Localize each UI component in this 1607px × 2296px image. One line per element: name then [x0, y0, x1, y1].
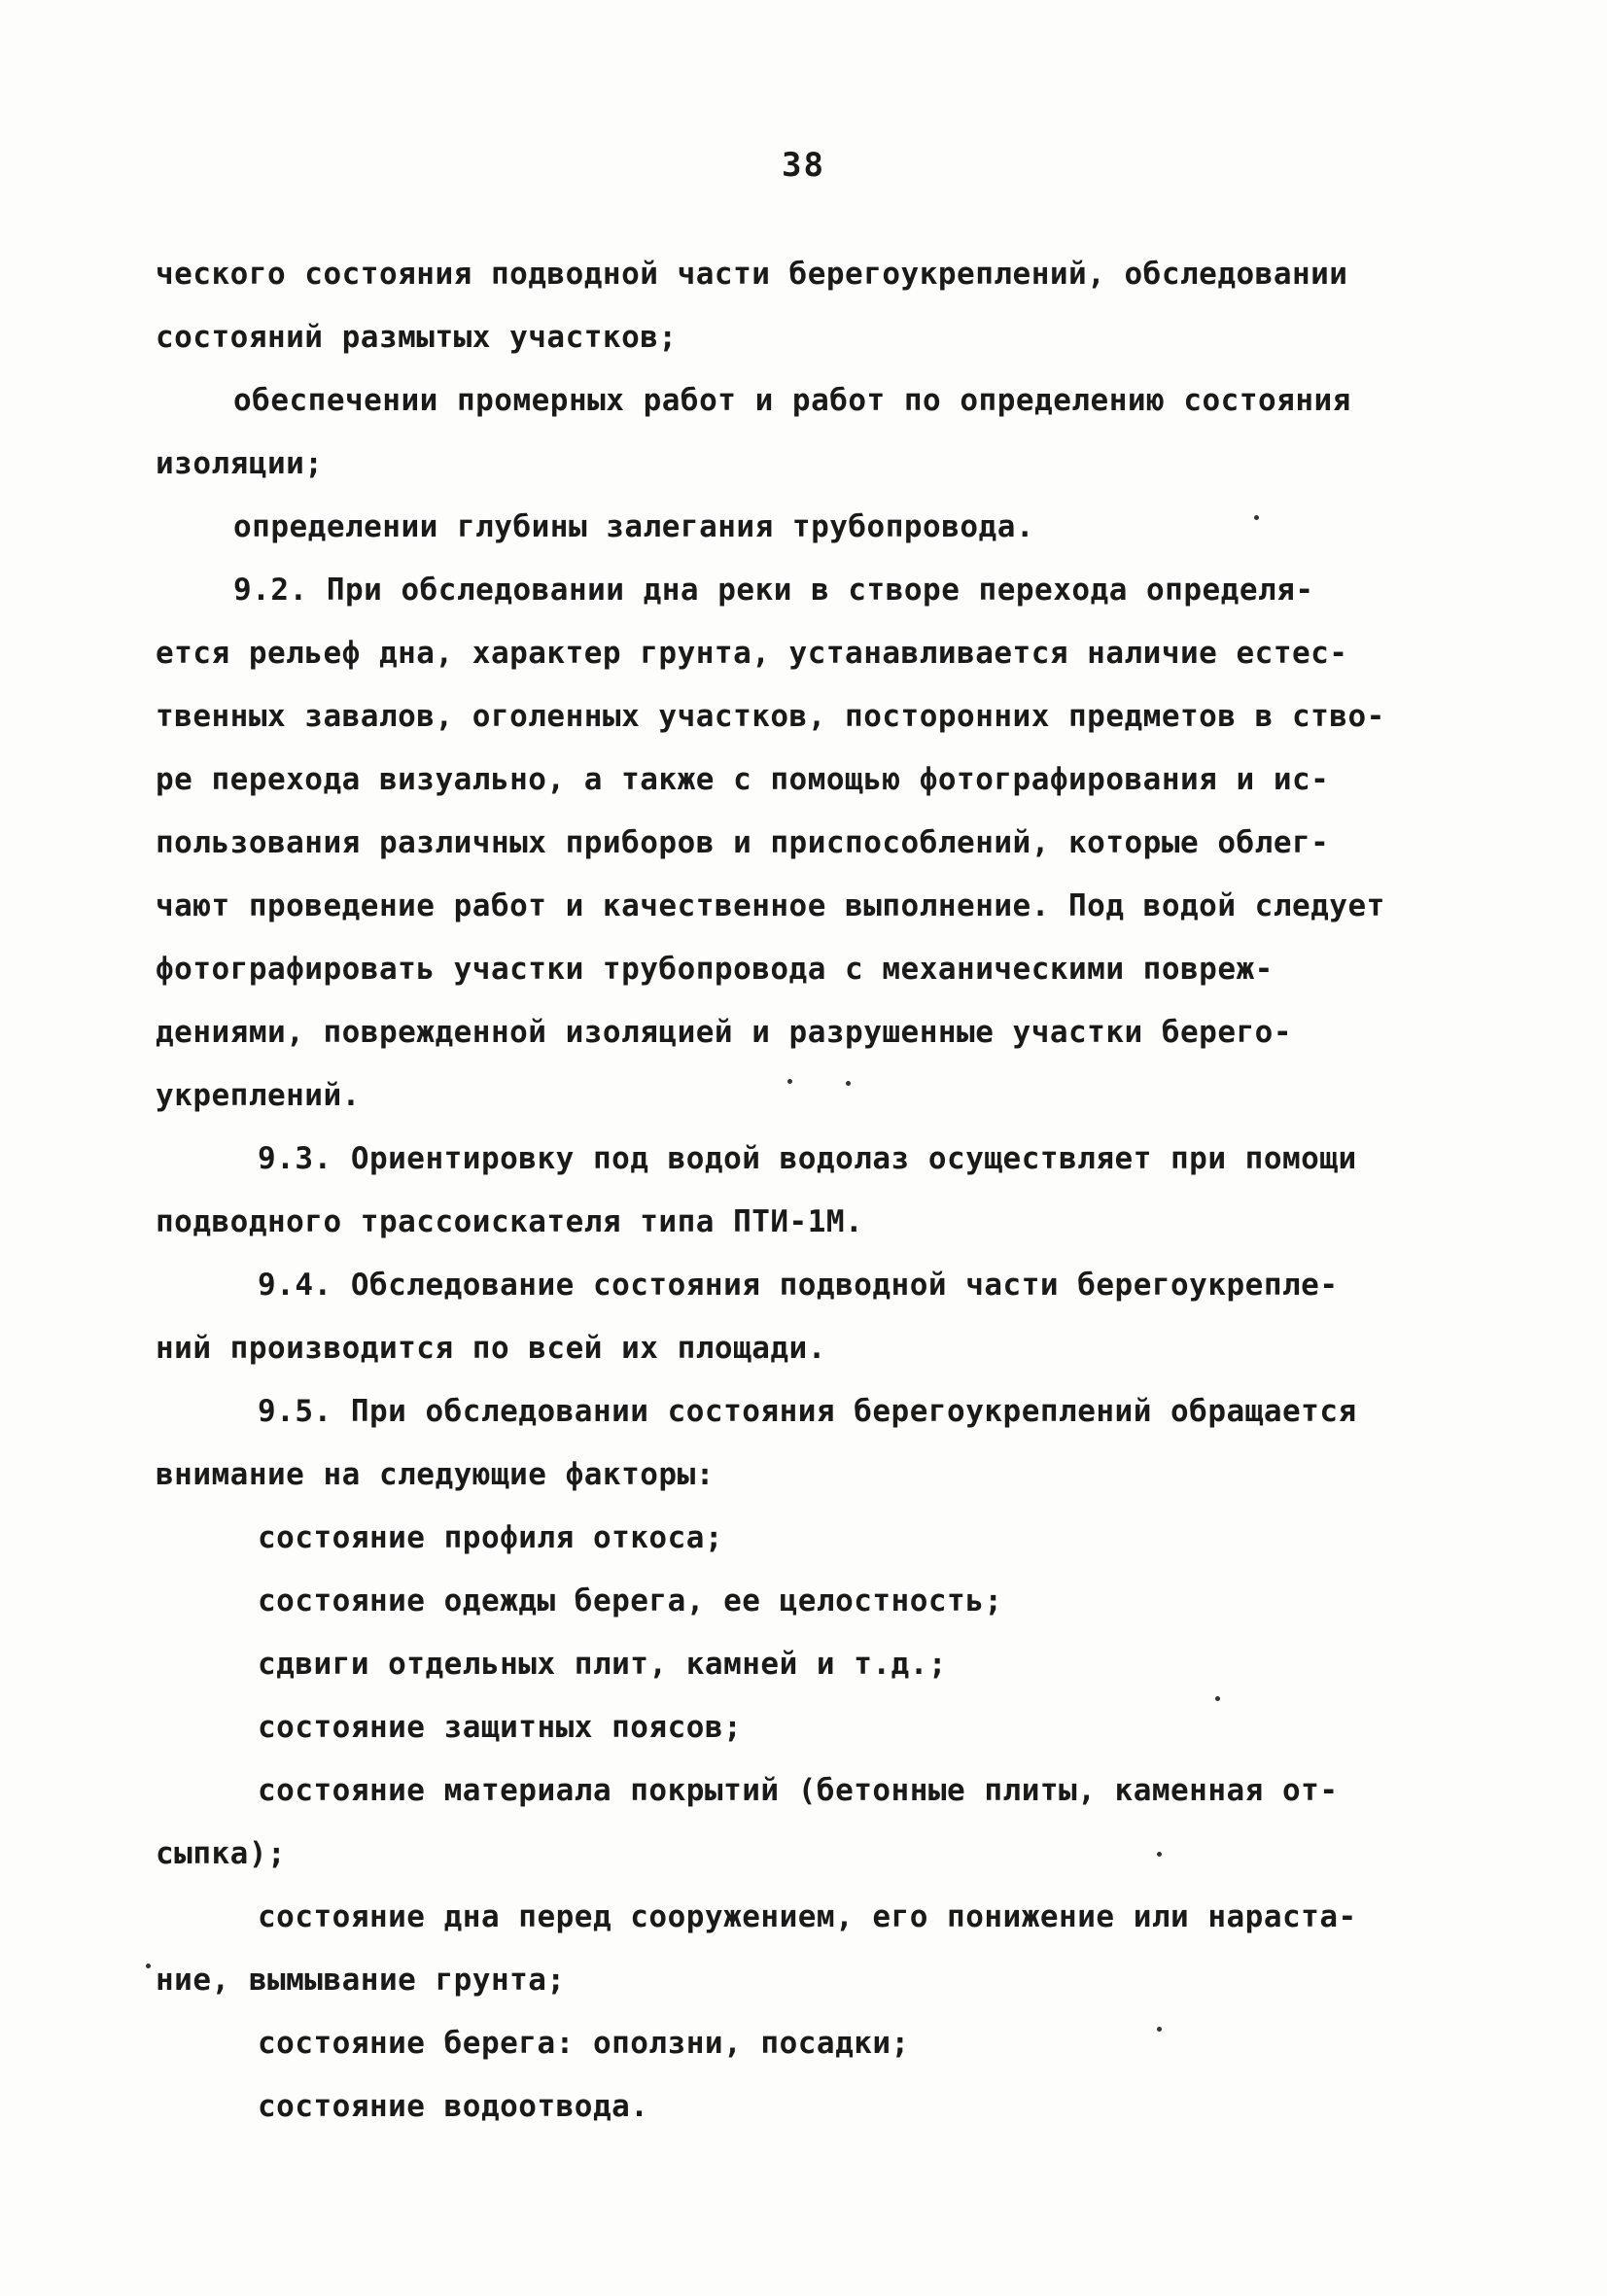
list-item: ние, вымывание грунта;: [156, 1963, 566, 1998]
list-item: сыпка);: [156, 1836, 287, 1871]
page-number: 38: [782, 146, 825, 185]
scan-speck: [146, 1964, 151, 1968]
scan-speck: [1157, 1852, 1162, 1857]
text-line: подводного трассоискателя типа ПТИ-1М.: [156, 1204, 864, 1239]
text-line: 9.3. Ориентировку под водой водолаз осуществляет при помощи: [258, 1141, 1357, 1176]
scan-speck: [1157, 2027, 1162, 2032]
scan-speck: [846, 1081, 851, 1086]
text-line: чают проведение работ и качественное выполнение. Под водой следует: [156, 888, 1385, 923]
text-line: твенных завалов, оголенных участков, посторонних предметов в ство-: [156, 699, 1385, 734]
text-line: 9.2. При обследовании дна реки в створе перехода определя-: [233, 573, 1314, 608]
text-line: внимание на следующие факторы:: [156, 1457, 715, 1492]
list-item: состояние дна перед сооружением, его понижение или нараста-: [258, 1899, 1357, 1934]
text-line: ется рельеф дна, характер грунта, устанавливается наличие естес-: [156, 636, 1348, 671]
scan-speck: [787, 1079, 792, 1084]
text-line: изоляции;: [156, 446, 324, 481]
text-line: обеспечении промерных работ и работ по определению состояния: [233, 383, 1351, 418]
scan-speck: [1254, 515, 1259, 520]
text-line: 9.5. При обследовании состояния берегоукреплений обращается: [258, 1394, 1357, 1429]
text-line: ческого состояния подводной части берегоукреплений, обследовании: [156, 257, 1348, 292]
list-item: состояние материала покрытий (бетонные плиты, каменная от-: [258, 1773, 1339, 1808]
text-line: фотографировать участки трубопровода с механическими повреж-: [156, 952, 1274, 987]
text-line: определении глубины залегания трубопровода.: [233, 509, 1035, 544]
text-line: 9.4. Обследование состояния подводной части берегоукрепле-: [258, 1268, 1339, 1303]
scan-speck: [1215, 1696, 1220, 1701]
list-item: сдвиги отдельных плит, камней и т.д.;: [258, 1647, 948, 1682]
text-line: состояний размытых участков;: [156, 320, 678, 355]
text-line: ний производится по всей их площади.: [156, 1331, 826, 1366]
text-line: укреплений.: [156, 1078, 361, 1113]
text-line: ре перехода визуально, а также с помощью фотографирования и ис-: [156, 762, 1330, 797]
text-line: дениями, поврежденной изоляцией и разрушенные участки берего-: [156, 1015, 1292, 1050]
list-item: состояние берега: оползни, посадки;: [258, 2026, 910, 2061]
list-item: состояние защитных поясов;: [258, 1710, 743, 1745]
text-line: пользования различных приборов и приспособлений, которые облег-: [156, 825, 1330, 860]
list-item: состояние водоотвода.: [258, 2089, 649, 2124]
list-item: состояние профиля откоса;: [258, 1520, 724, 1555]
list-item: состояние одежды берега, ее целостность;: [258, 1583, 1003, 1618]
